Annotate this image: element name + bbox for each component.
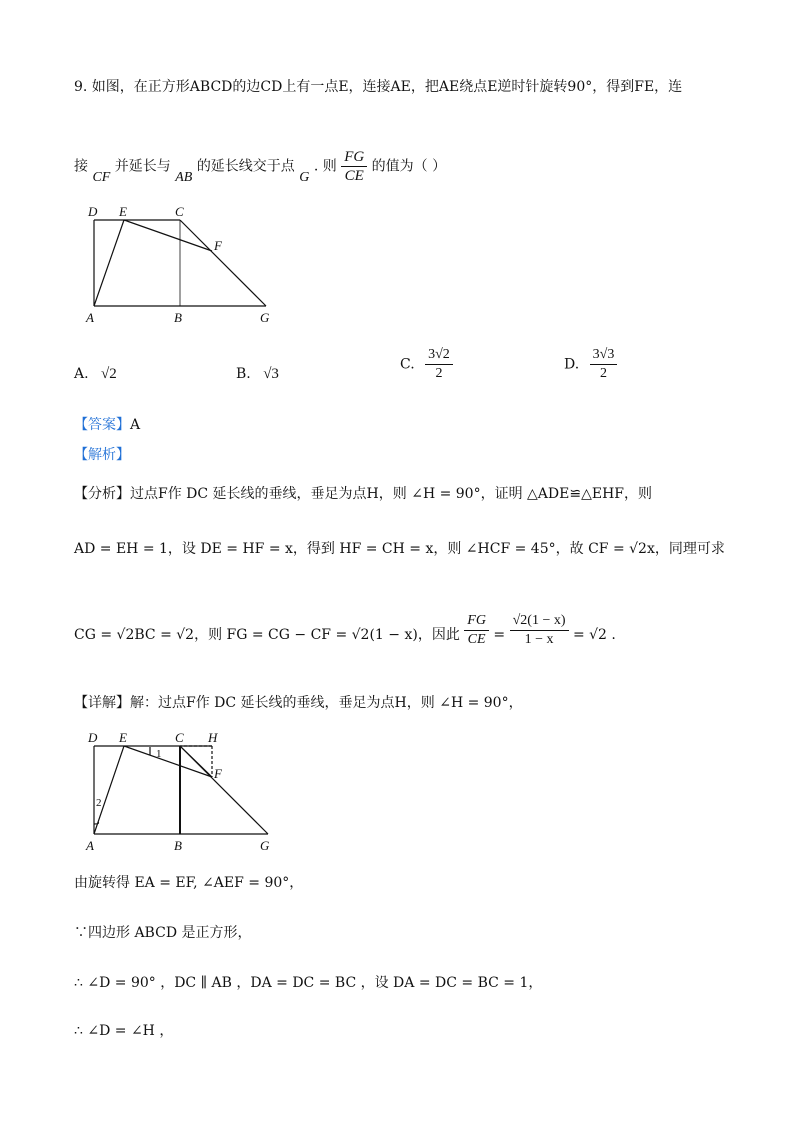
analysis-tag: 【解析】: [74, 447, 130, 463]
detail-line-3: ∵四边形 ABCD 是正方形，: [74, 925, 252, 941]
label-a: A: [86, 310, 94, 325]
option-d[interactable]: D. $\frac{3√3}{2}$: [564, 346, 617, 383]
label-g: G: [260, 838, 270, 853]
answer-line: 【答案】A: [74, 417, 141, 433]
figure-2: [80, 726, 290, 856]
label-g: G: [260, 310, 270, 325]
label-b: B: [174, 310, 182, 325]
detail-line-4: ∴ ∠D = 90° ，DC ∥ AB ，DA = DC = BC ，设 DA = DC = BC = 1，: [74, 975, 543, 991]
option-a[interactable]: A. √2: [74, 366, 117, 382]
detail-line-2: 由旋转得 EA = EF, ∠AEF = 90°，: [74, 875, 304, 891]
detail-line-5: ∴ ∠D = ∠H ，: [74, 1023, 174, 1039]
figure-1: [80, 200, 290, 330]
label-d: D: [88, 730, 98, 745]
analysis-line-1: 【分析】过点F作 DC 延长线的垂线，垂足为点H，则 ∠H = 90°，证明 △ADE≌△EHF，则: [74, 486, 653, 502]
analysis-line-3: CG = √2BC = √2，则 FG = CG − CF = √2(1 − x)，因此 $\frac{FG}{CE}$ = $\frac{√2(1 - x)}{1 - x}$ = √2 .: [74, 613, 616, 647]
angle-1-label: 1: [156, 748, 162, 760]
label-f: F: [214, 238, 222, 253]
label-c: C: [175, 730, 184, 745]
label-d: D: [88, 204, 98, 219]
angle-2-label: 2: [96, 797, 102, 809]
option-c[interactable]: C. $\frac{3√2}{2}$: [400, 346, 453, 383]
analysis-line-2: AD = EH = 1，设 DE = HF = x，得到 HF = CH = x，则 ∠HCF = 45°，故 CF = √2x，同理可求: [74, 541, 725, 557]
label-e: E: [119, 204, 127, 219]
label-f: F: [214, 766, 222, 781]
detail-line-1: 【详解】解：过点F作 DC 延长线的垂线，垂足为点H，则 ∠H = 90°，: [74, 695, 523, 711]
label-e: E: [119, 730, 127, 745]
question-fraction: $\frac{FG}{CE}$: [341, 148, 367, 185]
label-h: H: [208, 730, 218, 745]
label-b: B: [174, 838, 182, 853]
label-a: A: [86, 838, 94, 853]
question-line-2: 接 CF 并延长与 AB 的延长线交于点 G . 则 $\frac{FG}{CE}$ 的值为（ ）: [74, 149, 447, 185]
option-b[interactable]: B. √3: [236, 366, 279, 382]
label-c: C: [175, 204, 184, 219]
question-line-1: 9. 如图，在正方形ABCD的边CD上有一点E，连接AE，把AE绕点E逆时针旋转90°，得到FE，连: [74, 79, 683, 95]
